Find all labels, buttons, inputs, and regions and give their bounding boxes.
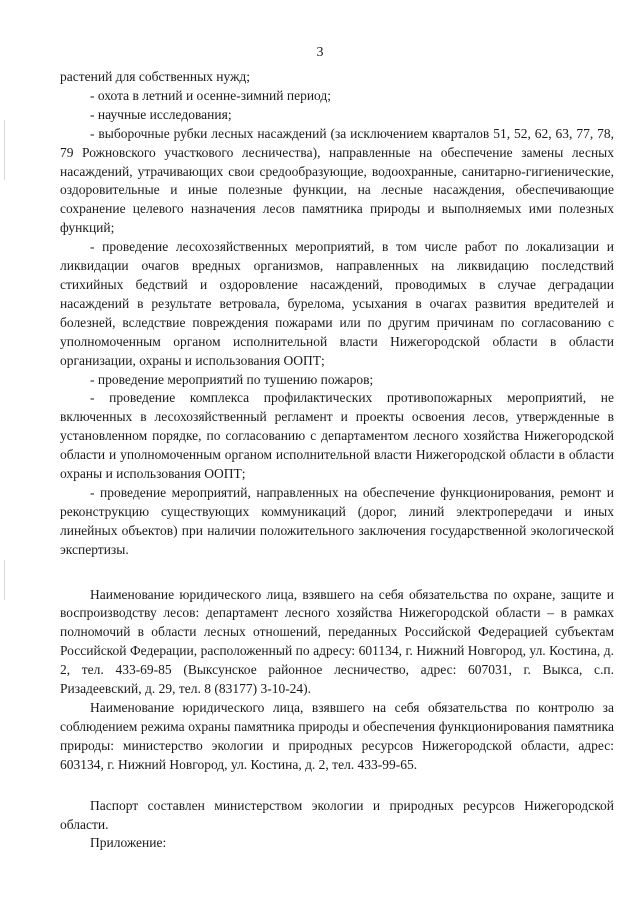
scan-edge-mark [4,120,5,180]
list-item: растений для собственных нужд; [60,69,251,84]
list-item: - проведение лесохозяйственных мероприятий, в том числе работ по локализации и ликвидации очагов вредных организмов, направленных на ликвидацию последствий стихийных бедствий и оздоровление насаждений, проводимых в случае деградации насаждений в результате ветровала, бурелома, усыхания в очагах развития вредителей и болезней, вследствие повреждения пожарами или по другим причинам по согласованию с уполномоченным органом исполнительной власти Нижегородской области в области организации, охраны и использования ООПТ; [60,239,614,368]
paragraph-spacer [60,560,614,586]
list-item: - научные исследования; [90,106,232,122]
page-number: 3 [316,45,324,60]
list-item: - проведение комплекса профилактических противопожарных мероприятий, не включенных в лесохозяйственный регламент и проекты освоения лесов, утвержденные в установленном порядке, по согласованию с департаментом лесного хозяйства Нижегородской области и уполномоченным органом исполнительной власти Нижегородской области в области охраны и использования ООПТ; [60,390,614,482]
control-paragraph: Наименование юридического лица, взявшего на себя обязательства по контролю за соблюдением режима охраны памятника природы и обеспечения функционирования памятника природы: министерство экологии и природных ресурсов Нижегородской области, адрес: 603134, г. Нижний Новгород, ул. Костина, д. 2, тел. 433-99-65. [60,700,614,772]
paragraph-spacer [60,775,614,797]
list-item: - проведение мероприятий, направленных на обеспечение функционирования, ремонт и реконструкцию существующих коммуникаций (дорог, линий электропередачи и иных линейных объектов) при наличии положительного заключения государственной экологической экспертизы. [60,484,614,557]
passport-paragraph: Паспорт составлен министерством экологии и природных ресурсов Нижегородской области. [60,797,614,832]
scan-edge-mark [4,560,5,600]
appendix-label: Приложение: [90,835,167,851]
list-item: - охота в летний и осенне-зимний период; [90,87,332,103]
forest-protection-paragraph: Наименование юридического лица, взявшего на себя обязательства по охране, защите и воспроизводству лесов: департамент лесного хозяйства Нижегородской области – в рамках полномочий в области лесных отношений, переданных Российской Федерацией субъектам Российской Федерации, расположенный по адресу: 601134, г. Нижний Новгород, ул. Костина, д. 2, тел. 433-69-85 (Выксунское районное лесничество, адрес: 607031, г. Выкса, с.п. Ризадеевский, д. 29, тел. 8 (83177) 3-10-24). [60,586,614,697]
list-item: - выборочные рубки лесных насаждений (за исключением кварталов 51, 52, 62, 63, 77, 78, 79 Рожновского участкового лесничества), направленные на обеспечение замены лесных насаждений, утрачивающих свои средообразующие, водоохранные, санитарно-гигиенические, оздоровительные и иные полезные функции, на лесные насаждения, обеспечивающие сохранение целевого назначения лесов памятника природы и выполняемых ими полезных функций; [60,125,614,236]
list-item: - проведение мероприятий по тушению пожаров; [90,371,374,387]
document-body [60,68,614,853]
